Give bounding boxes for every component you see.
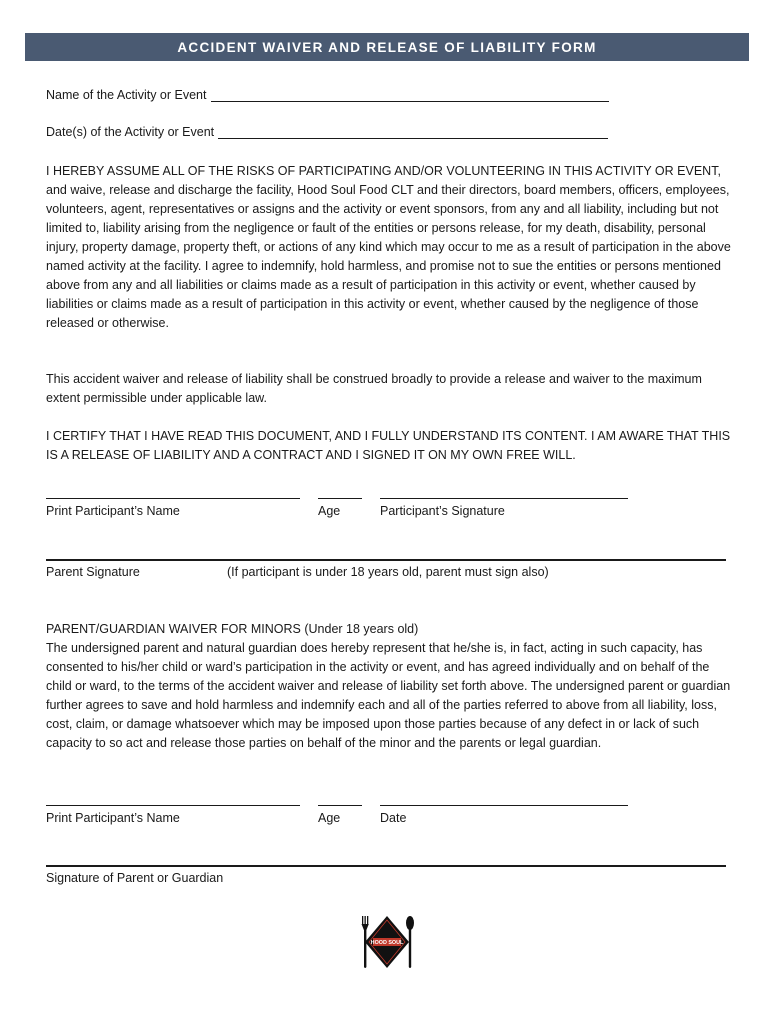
participant-name-line[interactable]: [46, 498, 300, 499]
form-title-bar: [25, 33, 749, 61]
parent-signature-label: Parent Signature: [46, 565, 140, 579]
guardian-signature-line[interactable]: [46, 865, 726, 867]
activity-dates-field[interactable]: [46, 125, 608, 139]
activity-dates-line[interactable]: [218, 126, 608, 139]
hood-soul-logo-icon: [356, 912, 418, 972]
minor-waiver-heading: PARENT/GUARDIAN WAIVER FOR MINORS (Under 18 years old): [46, 622, 419, 636]
minor-waiver-paragraph: The undersigned parent and natural guardian does hereby represent that he/she is, in fact, acting in such capacity, has consented to his/her child or ward’s participation in the activity or event, and has agreed individually and on behalf of the child or ward, to the terms of the accident waiver and release of liability set forth above. The undersigned parent or guardian further agrees to save and hold harmless and indemnify each and all of the parties referred to above from all liability, loss, cost, claim, or damage whatsoever which may be imposed upon those parties because of any defect in or lack of such capacity to so act and release those parties on behalf of the minor and the parents or legal guardian.: [46, 641, 731, 750]
guardian-date-line[interactable]: [380, 805, 628, 806]
guardian-participant-name-line[interactable]: [46, 805, 300, 806]
participant-age-line[interactable]: [318, 498, 362, 499]
form-title: ACCIDENT WAIVER AND RELEASE OF LIABILITY FORM: [177, 39, 597, 55]
participant-name-label: Print Participant’s Name: [46, 504, 180, 518]
logo-text: HOOD SOUL: [370, 940, 404, 947]
guardian-age-label: Age: [318, 811, 341, 825]
guardian-signature-label: Signature of Parent or Guardian: [46, 871, 224, 885]
parent-signature-line[interactable]: [46, 559, 726, 561]
participant-signature-label: Participant’s Signature: [380, 504, 505, 518]
certify-paragraph: I CERTIFY THAT I HAVE READ THIS DOCUMENT, AND I FULLY UNDERSTAND ITS CONTENT. I AM AWARE THAT THIS IS A RELEASE OF LIABILITY AND A CONTRACT AND I SIGNED IT ON MY OWN FREE WILL.: [46, 429, 731, 462]
activity-name-label: Name of the Activity or Event: [46, 88, 207, 102]
guardian-age-line[interactable]: [318, 805, 362, 806]
construed-paragraph: This accident waiver and release of liability shall be construed broadly to provide a release and waiver to the maximum extent permissible under applicable law.: [46, 372, 702, 405]
guardian-date-label: Date: [380, 811, 407, 825]
assumption-paragraph: I HEREBY ASSUME ALL OF THE RISKS OF PARTICIPATING AND/OR VOLUNTEERING IN THIS ACTIVITY OR EVENT, and waive, release and discharge the facility, Hood Soul Food CLT and their directors, board members, officers, employees, volunteers, agent, representatives or assigns and the activity or event sponsors, from any and all liability, including but not limited to, liability arising from the negligence or fault of the entities or persons release, for my death, disability, personal injury, property damage, property theft, or actions of any kind which may occur to me as a result of participation in the above named activity at the facility. I agree to indemnify, hold harmless, and promise not to sue the entities or persons mentioned above from any and all liabilities or claims made as a result of participation in this activity or event, whether caused by liabilities or claims made as a result of participation in this activity or event, whether caused by the negligence of those released or otherwise.: [46, 164, 731, 330]
guardian-participant-name-label: Print Participant’s Name: [46, 811, 180, 825]
participant-age-label: Age: [318, 504, 341, 518]
participant-signature-line[interactable]: [380, 498, 628, 499]
activity-name-field[interactable]: [46, 88, 609, 102]
activity-name-line[interactable]: [211, 89, 609, 102]
parent-signature-note: (If participant is under 18 years old, parent must sign also): [227, 565, 549, 579]
activity-dates-label: Date(s) of the Activity or Event: [46, 125, 215, 139]
